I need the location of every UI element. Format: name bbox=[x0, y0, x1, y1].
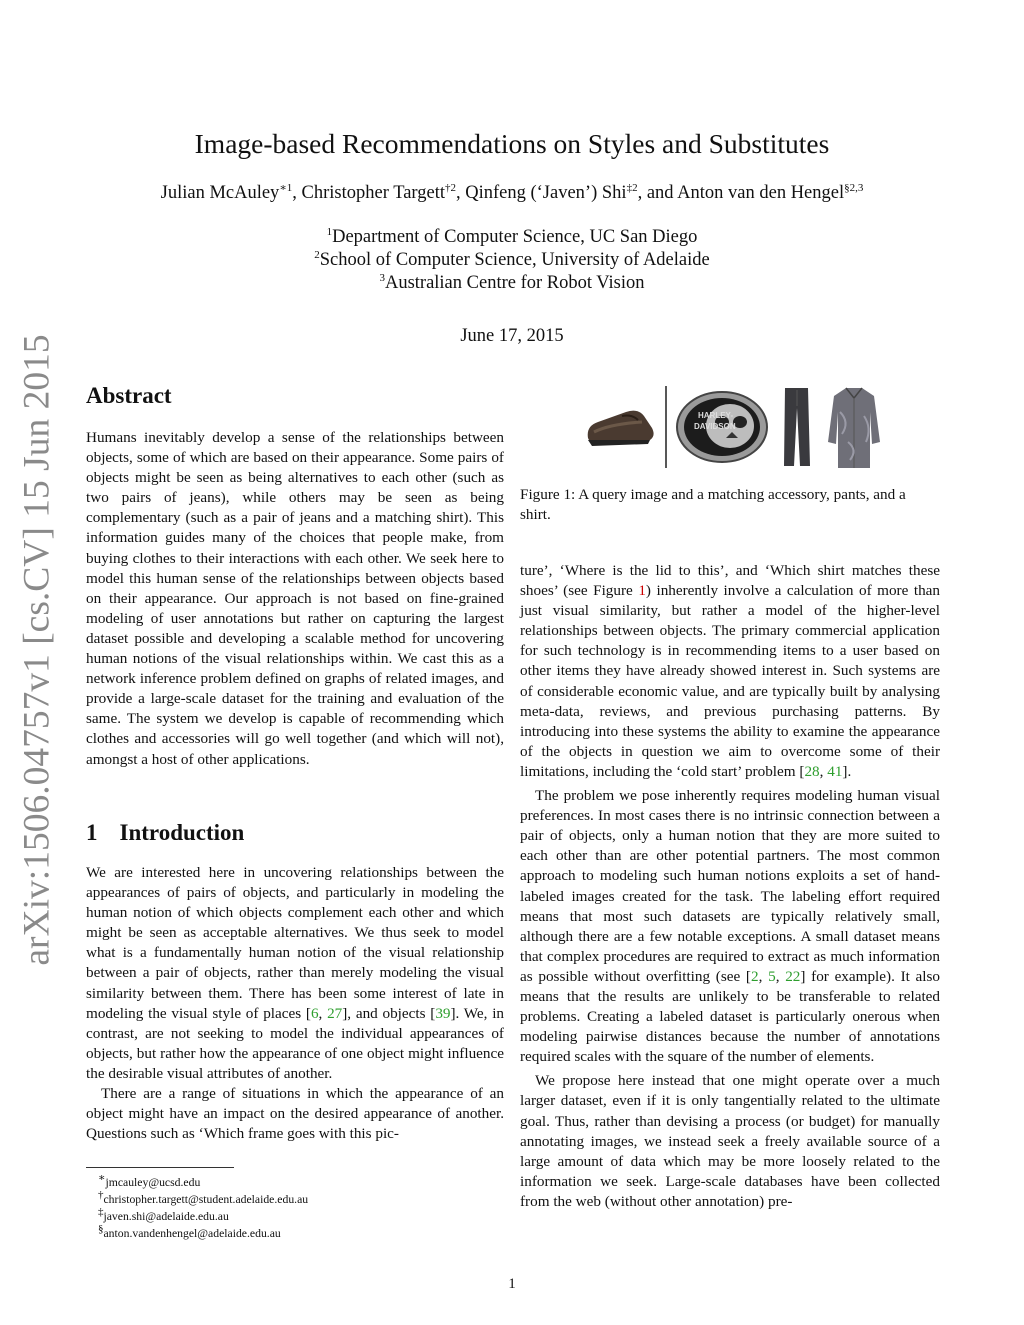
author-list: Julian McAuley$^{∗1}$, Christopher Targett$^{\dagger 2}$, Qinfeng (‘Javen’) Shi$^{\ddagger 2}$, and Anton van den Hengel$^{\S 2,3}$ bbox=[160, 181, 864, 203]
publication-date: June 17, 2015 bbox=[460, 326, 564, 346]
shirt-icon bbox=[828, 388, 880, 468]
citation-link[interactable]: 5 bbox=[768, 967, 776, 985]
author-name: Julian McAuley bbox=[160, 183, 280, 203]
body-paragraph: ture’, ‘Where is the lid to this’, and ‘Which shirt matches these shoes’ (see Figure 1) inherently involve a calculation of more than just visual similarity, but rather a model of the higher-level relationships between objects. The primary commercial application for such technology is in recommending items to a user based on other items they have already showed interest in. Such systems are of considerable economic value, and are typically built by analysing meta-data, reviews, and previous purchasing patterns. By introducing into these systems the ability to examine the appearance of the objects in question we aim to overcome some of their limitations, including the ‘cold start’ problem [28, 41]. bbox=[520, 562, 941, 780]
citation-link[interactable]: 27 bbox=[327, 1004, 343, 1022]
figure-1-images bbox=[580, 382, 920, 472]
citation-link[interactable]: 39 bbox=[435, 1004, 451, 1022]
section-title: Introduction bbox=[119, 820, 245, 845]
footnote: ‡javen.shi@adelaide.edu.au bbox=[98, 1206, 229, 1223]
pants-icon bbox=[784, 388, 810, 466]
author-name: Christopher Targett bbox=[301, 183, 445, 203]
body-paragraph: The problem we pose inherently requires modeling human visual preferences. In most cases there is no intrinsic connection between a pair of objects, only a human notion that they are more suited to each other than are other potential partners. The most common approach to modeling such human notions exploits a set of hand-labeled images created for the task. The labeling effort required means that most such datasets are typically relatively small, although there are a few notable exceptions. A small dataset means that complex procedures are required to extract as much information as possible without overfitting (see [2, 5, 22] for example). It also means that the results are unlikely to be transferable to related problems. Creating a labeled dataset is particularly onerous when modeling pairwise distances because the number of annotations required scales with the square of the number of elements. bbox=[520, 787, 941, 1066]
abstract-heading: Abstract bbox=[86, 383, 172, 408]
citation-link[interactable]: 6 bbox=[310, 1004, 319, 1022]
page-number: 1 bbox=[508, 1276, 516, 1292]
shoe-icon bbox=[588, 411, 654, 446]
author-affil-mark: ‡2 bbox=[626, 181, 638, 194]
section-heading-introduction bbox=[86, 820, 244, 846]
figure-ref-link[interactable]: 1 bbox=[638, 582, 646, 600]
paper-title: Image-based Recommendations on Styles and Substitutes bbox=[194, 128, 830, 159]
right-column-body bbox=[520, 561, 940, 1212]
affiliation-line: $^1$Department of Computer Science, UC San Diego bbox=[326, 225, 698, 247]
citation-link[interactable]: 2 bbox=[750, 967, 759, 985]
skull-belt-buckle-icon bbox=[677, 392, 767, 462]
footnote: §anton.vandenhengel@adelaide.edu.au bbox=[98, 1223, 281, 1240]
figure-1-caption: Figure 1: A query image and a matching accessory, pants, and a shirt. bbox=[520, 486, 906, 524]
footnote: †christopher.targett@student.adelaide.edu.au bbox=[98, 1189, 309, 1206]
author-name: Anton van den Hengel bbox=[677, 183, 845, 203]
intro-paragraph: There are a range of situations in which the appearance of an object might have an impact on the desired appearance of another. Questions such as ‘Which frame goes with this pic- bbox=[86, 1085, 504, 1143]
section-number: 1 bbox=[86, 820, 98, 845]
footnote-rule bbox=[86, 1167, 234, 1168]
affiliations bbox=[0, 226, 1024, 295]
author-name: Qinfeng (‘Javen’) Shi bbox=[465, 183, 627, 203]
affiliation-line: $^3$Australian Centre for Robot Vision bbox=[379, 271, 645, 293]
intro-paragraph: We are interested here in uncovering relationships between the appearances of pairs of objects, and particularly in modeling the human notion of which objects complement each other and which might be seen as acceptable alternatives. We thus seek to model what is a fundamentally human notion of the visual relationship between a pair of objects, rather than merely modeling the visual similarity between them. There has been some interest of late in modeling the visual style of places [6, 27], and objects [39]. We, in contrast, are not seeking to model the individual appearances of objects, but rather how the appearance of one object might influence the desirable visual attributes of another. bbox=[86, 864, 505, 1082]
citation-link[interactable]: 28 bbox=[804, 762, 820, 780]
author-affil-mark: ∗1 bbox=[279, 181, 293, 194]
buckle-text: DAVIDSON bbox=[694, 422, 736, 431]
introduction-body bbox=[86, 863, 504, 1144]
affiliation-line: $^2$School of Computer Science, University of Adelaide bbox=[314, 248, 710, 270]
body-paragraph: We propose here instead that one might operate over a much larger dataset, even if it is only tangentially related to the ultimate goal. Thus, rather than devising a process (or budget) for manually annotating images, we instead seek a freely available source of a large amount of data which may be more loosely related to the information we seek. Large-scale databases have been collected from the web (without other annotation) pre- bbox=[520, 1072, 940, 1210]
citation-link[interactable]: 41 bbox=[827, 762, 843, 780]
author-affil-mark: §2,3 bbox=[844, 181, 864, 194]
abstract-body bbox=[86, 428, 504, 770]
citation-link[interactable]: 22 bbox=[785, 967, 801, 985]
abstract-paragraph: Humans inevitably develop a sense of the relationships between objects, some of which are based on their appearance. Some pairs of objects might be seen as being alternatives to each other (such as two pairs of jeans), while others may be seen as being complementary (such as a pair of jeans and a matching shirt). This information guides many of the choices that people make, from buying clothes to their interactions with each other. We seek here to model this human sense of the relationships between objects based on their appearance. Our approach is not based on fine-grained modeling of user annotations but rather on capturing the largest dataset possible and developing a scalable method for uncovering human notions of the visual relationships within. We cast this as a network inference problem defined on graphs of related images, and provide a large-scale dataset for the training and evaluation of the same. The system we develop is capable of recommending which clothes and accessories will go well together (and which will not), amongst a host of other applications. bbox=[86, 429, 504, 768]
buckle-text: HARLEY- bbox=[698, 411, 734, 420]
arxiv-stamp-text: arXiv:1506.04757v1 [cs.CV] 15 Jun 2015 bbox=[16, 334, 58, 966]
author-affil-mark: †2 bbox=[444, 181, 456, 194]
footnotes bbox=[86, 1174, 506, 1242]
footnote: ∗jmcauley@ucsd.edu bbox=[98, 1172, 201, 1189]
